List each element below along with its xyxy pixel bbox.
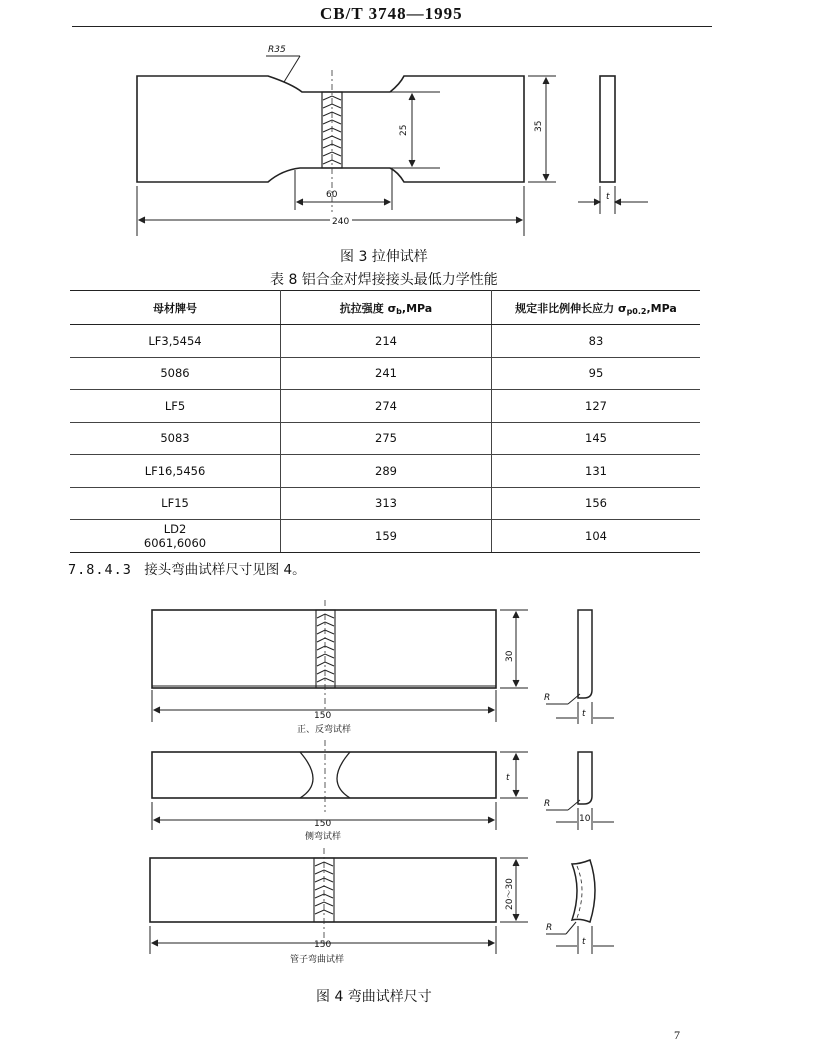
center-length-label: 60 xyxy=(326,190,338,200)
pipe-height-label: 20～30 xyxy=(505,878,515,910)
cell-grade: LF15 xyxy=(70,487,281,520)
cell-proof: 95 xyxy=(492,357,701,390)
page-number: 7 xyxy=(674,1028,680,1042)
cell-proof: 127 xyxy=(492,390,701,423)
side-thickness-label: 10 xyxy=(579,814,591,824)
cell-proof: 131 xyxy=(492,455,701,488)
table-header-row xyxy=(70,291,700,325)
table-8-title: 表 8 铝合金对焊接接头最低力学性能 xyxy=(270,272,498,288)
side-height-label: t xyxy=(506,773,510,783)
clause-text: 接头弯曲试样尺寸见图 4。 xyxy=(144,562,306,578)
cell-tensile: 159 xyxy=(281,520,492,553)
pipe-bend-label: 管子弯曲试样 xyxy=(290,955,345,965)
cell-grade: LF16,5456 xyxy=(70,455,281,488)
cell-proof: 145 xyxy=(492,422,701,455)
figure-3-caption: 图 3 拉伸试样 xyxy=(340,249,428,265)
face-height-label: 30 xyxy=(505,650,515,662)
face-thickness-label: t xyxy=(582,709,586,719)
thickness-label: t xyxy=(606,192,610,202)
face-root-label: 正、反弯试样 xyxy=(297,725,352,735)
standard-code: CB/T 3748—1995 xyxy=(320,4,463,23)
side-bend-label: 侧弯试样 xyxy=(305,832,342,842)
cell-proof: 104 xyxy=(492,520,701,553)
cell-tensile: 214 xyxy=(281,325,492,358)
cell-grade: 5086 xyxy=(70,357,281,390)
total-length-label: 240 xyxy=(332,217,350,227)
cell-tensile: 275 xyxy=(281,422,492,455)
table-8 xyxy=(70,290,700,553)
header-tensile: 抗拉强度 $\sigma_b,MPa$ xyxy=(281,291,492,325)
face-root-bend-specimen xyxy=(152,600,614,735)
cell-grade: 5083 xyxy=(70,422,281,455)
cell-tensile: 274 xyxy=(281,390,492,423)
pipe-thickness-label: t xyxy=(582,937,586,947)
cell-tensile: 241 xyxy=(281,357,492,390)
cell-tensile: 289 xyxy=(281,455,492,488)
header-grade: 母材牌号 xyxy=(70,291,281,325)
face-length-label: 150 xyxy=(314,711,332,721)
pipe-radius-label: R xyxy=(546,923,553,933)
header-proof: 规定非比例伸长应力 $\sigma_{p0.2},MPa$ xyxy=(492,291,701,325)
full-width-label: 35 xyxy=(534,120,544,132)
table-row xyxy=(70,455,700,488)
table-row xyxy=(70,422,700,455)
pipe-length-label: 150 xyxy=(314,940,332,950)
table-row xyxy=(70,520,700,553)
cell-grade: LD2 6061,6060 xyxy=(70,520,281,553)
table-row xyxy=(70,357,700,390)
narrow-width-label: 25 xyxy=(399,124,409,136)
cell-grade: LF5 xyxy=(70,390,281,423)
table-row xyxy=(70,487,700,520)
clause-7-8-4-3 xyxy=(68,558,306,578)
pipe-bend-specimen xyxy=(150,848,614,965)
side-bend-specimen xyxy=(152,740,614,842)
cell-grade: LF3,5454 xyxy=(70,325,281,358)
side-radius-label: R xyxy=(544,799,551,809)
figure-4-drawing xyxy=(0,590,813,980)
cell-proof: 156 xyxy=(492,487,701,520)
clause-number: 7.8.4.3 xyxy=(68,562,132,578)
table-row xyxy=(70,390,700,423)
table-row xyxy=(70,325,700,358)
cell-tensile: 313 xyxy=(281,487,492,520)
face-radius-label: R xyxy=(544,693,551,703)
radius-label: R35 xyxy=(268,45,286,55)
cell-proof: 83 xyxy=(492,325,701,358)
figure-4-caption: 图 4 弯曲试样尺寸 xyxy=(316,989,432,1005)
side-length-label: 150 xyxy=(314,819,332,829)
